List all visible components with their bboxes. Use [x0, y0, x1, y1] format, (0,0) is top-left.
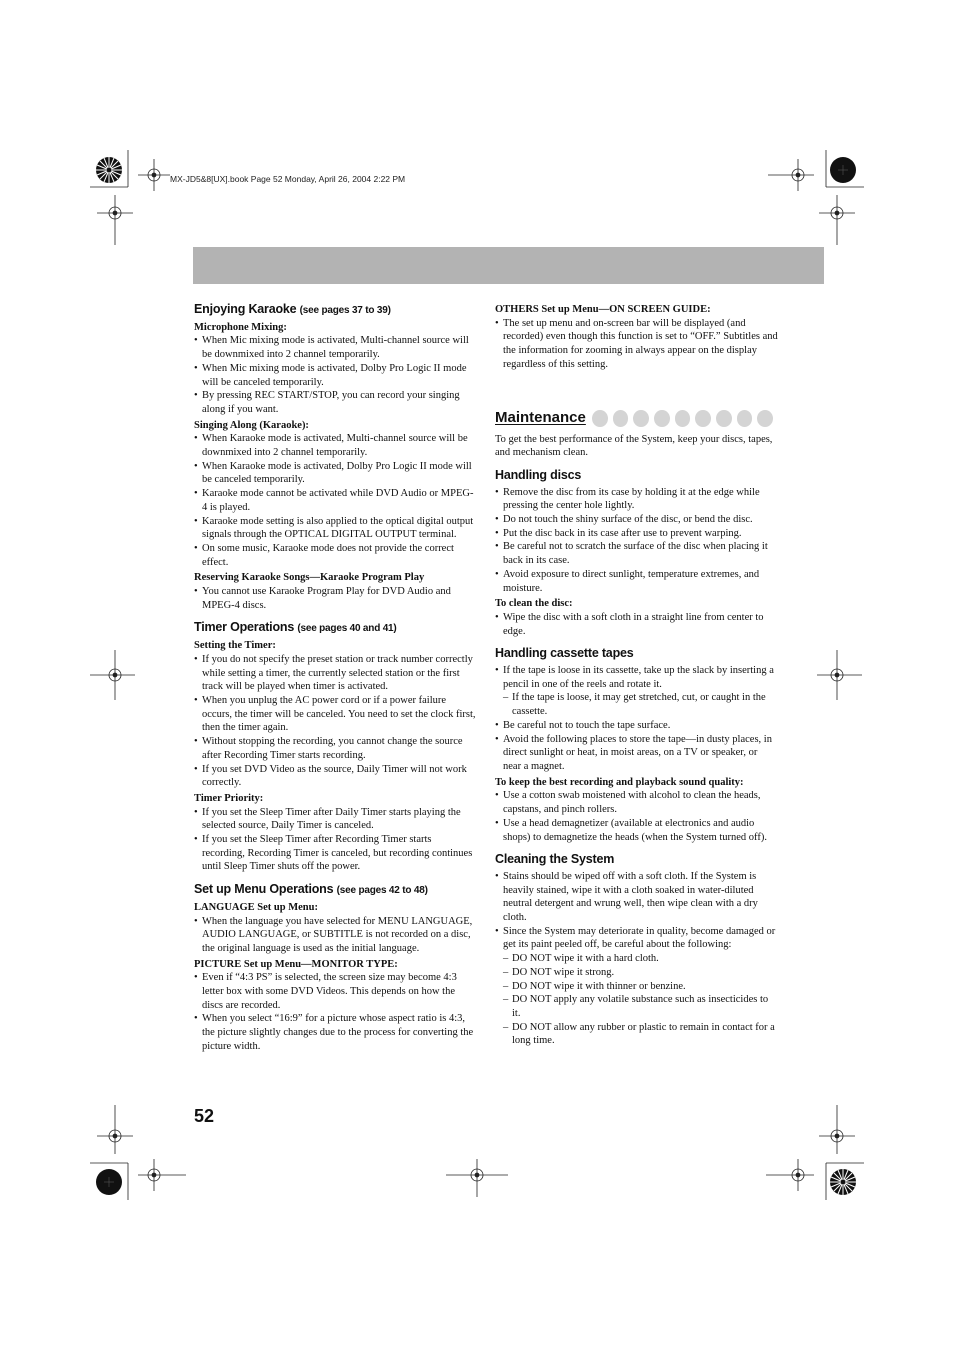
subheading: To keep the best recording and playback sound quality: [495, 776, 744, 788]
section-heading-tapes: Handling cassette tapes [495, 646, 634, 661]
list-item: • Without stopping the recording, you cannot change the source after Recording Timer starts recording. [194, 735, 476, 762]
bullet-list [194, 585, 476, 612]
list-item-dash: – DO NOT wipe it strong. [495, 966, 778, 980]
subheading: PICTURE Set up Menu—MONITOR TYPE: [194, 958, 398, 970]
list-item: • If you do not specify the preset station or track number correctly while setting a timer, the currently selected station or the first track will be played when timer is activated. [194, 653, 476, 694]
bullet-list [495, 611, 778, 638]
bullet-list [495, 664, 778, 774]
solid-target-icon [96, 1169, 122, 1195]
left-column [194, 303, 476, 1054]
list-item: • Do not touch the shiny surface of the disc, or bend the disc. [495, 513, 778, 527]
section-heading-timer [194, 621, 476, 636]
list-item: • You cannot use Karaoke Program Play for DVD Audio and MPEG-4 discs. [194, 585, 476, 612]
list-item: • If the tape is loose in its cassette, take up the slack by inserting a pencil in one of the reels and rotate it. [495, 664, 778, 691]
section-title: Set up Menu Operations [194, 882, 334, 897]
list-item: • Wipe the disc with a soft cloth in a straight line from center to edge. [495, 611, 778, 638]
dot-decoration-icon [592, 410, 608, 427]
starburst-target-icon [830, 1169, 856, 1195]
crosshair-icon [446, 1159, 508, 1197]
list-item: • By pressing REC START/STOP, you can record your singing along if you want. [194, 389, 476, 416]
list-item: • Remove the disc from its case by holding it at the edge while pressing the center hole lightly. [495, 486, 778, 513]
subheading: LANGUAGE Set up Menu: [194, 901, 318, 913]
crosshair-icon [138, 1159, 186, 1191]
list-item: • Since the System may deteriorate in quality, become damaged or get its paint peeled off, be careful about the following: [495, 925, 778, 952]
list-item-dash: – DO NOT allow any rubber or plastic to remain in contact for a long time. [495, 1021, 778, 1048]
list-item: • When Karaoke mode is activated, Dolby Pro Logic II mode will be canceled temporarily. [194, 460, 476, 487]
bullet-list [495, 486, 778, 596]
section-heading-cleaning: Cleaning the System [495, 852, 615, 867]
section-title: Enjoying Karaoke [194, 302, 297, 316]
list-item: • Even if “4:3 PS” is selected, the screen size may become 4:3 letter box with some DVD Videos. This depends on how the discs are recorded. [194, 971, 476, 1012]
list-item: • When the language you have selected for MENU LANGUAGE, AUDIO LANGUAGE, or SUBTITLE is not recorded on a disc, the original language is used as the initial language. [194, 915, 476, 956]
header-band [193, 247, 824, 284]
section-title: Timer Operations [194, 620, 295, 635]
bullet-list [495, 870, 778, 1048]
crosshair-icon [97, 1105, 133, 1154]
subheading: Reserving Karaoke Songs—Karaoke Program Play [194, 572, 425, 584]
list-item: • Stains should be wiped off with a soft cloth. If the System is heavily stained, wipe it with a cloth soaked in water-diluted neutral detergent and wrung well, then wipe clean with a dry cloth. [495, 870, 778, 925]
crosshair-icon [97, 195, 133, 245]
list-item: • When you select “16:9” for a picture whose aspect ratio is 4:3, the picture slightly changes due to the process for converting the picture width. [194, 1012, 476, 1053]
section-heading-setup [194, 883, 476, 898]
crosshair-icon [819, 1105, 855, 1154]
list-item: • On some music, Karaoke mode does not provide the correct effect. [194, 542, 476, 569]
subheading: Microphone Mixing: [194, 321, 287, 333]
list-item: • When Mic mixing mode is activated, Multi-channel source will be downmixed into 2 channel temporarily. [194, 334, 476, 361]
subheading: Singing Along (Karaoke): [194, 419, 309, 431]
bullet-list [495, 317, 778, 372]
dot-decoration-icon [654, 410, 670, 427]
page-reference: (see pages 40 and 41) [297, 623, 397, 635]
dot-decoration-icon [737, 410, 753, 427]
list-item-dash: – If the tape is loose, it may get stretched, cut, or caught in the cassette. [495, 691, 778, 718]
dot-decoration-icon [695, 410, 711, 427]
list-item: • Be careful not to touch the tape surface. [495, 719, 778, 733]
list-item-dash: – DO NOT apply any volatile substance such as insecticides to it. [495, 993, 778, 1020]
list-item: • Karaoke mode cannot be activated while DVD Audio or MPEG-4 is played. [194, 487, 476, 514]
list-item: • When you unplug the AC power cord or if a power failure occurs, the timer will be canceled. You need to set the clock first, then the timer again. [194, 694, 476, 735]
crosshair-icon [766, 1159, 814, 1191]
list-item: • Use a head demagnetizer (available at electronics and audio shops) to demagnetize the heads (when the System turned off). [495, 817, 778, 844]
subheading: To clean the disc: [495, 598, 573, 610]
starburst-target-icon [96, 157, 122, 183]
dot-decoration-icon [613, 410, 629, 427]
section-heading-karaoke [194, 303, 476, 318]
bullet-list [194, 653, 476, 790]
list-item: • The set up menu and on-screen bar will be displayed (and recorded) even though this function is set to “OFF.” Subtitles and the information for zooming in always appear on the display regardless of this setting. [495, 317, 778, 372]
crosshair-icon [817, 650, 862, 700]
dot-decoration-icon [675, 410, 691, 427]
list-item: • When Mic mixing mode is activated, Dolby Pro Logic II mode will be canceled temporarily. [194, 362, 476, 389]
dot-decoration-icon [757, 410, 773, 427]
crosshair-icon [768, 159, 814, 191]
list-item: • Put the disc back in its case after use to prevent warping. [495, 527, 778, 541]
bullet-list [194, 432, 476, 569]
dot-decoration-icon [716, 410, 732, 427]
file-info-line: MX-JD5&8[UX].book Page 52 Monday, April 26, 2004 2:22 PM [170, 174, 406, 184]
page-reference: (see pages 37 to 39) [299, 305, 391, 316]
page-title: Maintenance [495, 409, 586, 427]
list-item: • Use a cotton swab moistened with alcohol to clean the heads, capstans, and pinch rollers. [495, 789, 778, 816]
crosshair-icon [819, 195, 855, 245]
solid-target-icon [830, 157, 856, 183]
right-column [495, 303, 778, 1048]
list-item: • If you set the Sleep Timer after Recording Timer starts recording, Recording Timer is canceled, but recording continues until Sleep Timer shuts off the power. [194, 833, 476, 874]
list-item-dash: – DO NOT wipe it with thinner or benzine. [495, 980, 778, 994]
intro-text: To get the best performance of the System, keep your discs, tapes, and mechanism clean. [495, 433, 773, 459]
crosshair-icon [138, 159, 170, 191]
maintenance-heading [495, 410, 778, 427]
list-item: • Avoid the following places to store the tape—in dusty places, in direct sunlight or heat, in moist areas, on a TV or speaker, or near a magnet. [495, 733, 778, 774]
subheading: Setting the Timer: [194, 640, 276, 652]
bullet-list [194, 915, 476, 956]
subheading: Timer Priority: [194, 792, 264, 804]
section-heading-discs: Handling discs [495, 467, 582, 482]
subheading: OTHERS Set up Menu—ON SCREEN GUIDE: [495, 304, 711, 315]
list-item: • When Karaoke mode is activated, Multi-channel source will be downmixed into 2 channel temporarily. [194, 432, 476, 459]
dot-decoration-icon [633, 410, 649, 427]
list-item: • If you set DVD Video as the source, Daily Timer will not work correctly. [194, 763, 476, 790]
bullet-list [495, 789, 778, 844]
list-item: • Avoid exposure to direct sunlight, temperature extremes, and moisture. [495, 568, 778, 595]
list-item: • If you set the Sleep Timer after Daily Timer starts playing the selected source, Daily Timer is canceled. [194, 806, 476, 833]
crosshair-icon [90, 650, 135, 700]
list-item-dash: – DO NOT wipe it with a hard cloth. [495, 952, 778, 966]
bullet-list [194, 334, 476, 416]
bullet-list [194, 971, 476, 1053]
bullet-list [194, 806, 476, 875]
page-reference: (see pages 42 to 48) [336, 885, 428, 897]
page-number: 52 [194, 1106, 215, 1126]
list-item: • Be careful not to scratch the surface of the disc when placing it back in its case. [495, 540, 778, 567]
list-item: • Karaoke mode setting is also applied to the optical digital output signals through the OPTICAL DIGITAL OUTPUT terminal. [194, 515, 476, 542]
